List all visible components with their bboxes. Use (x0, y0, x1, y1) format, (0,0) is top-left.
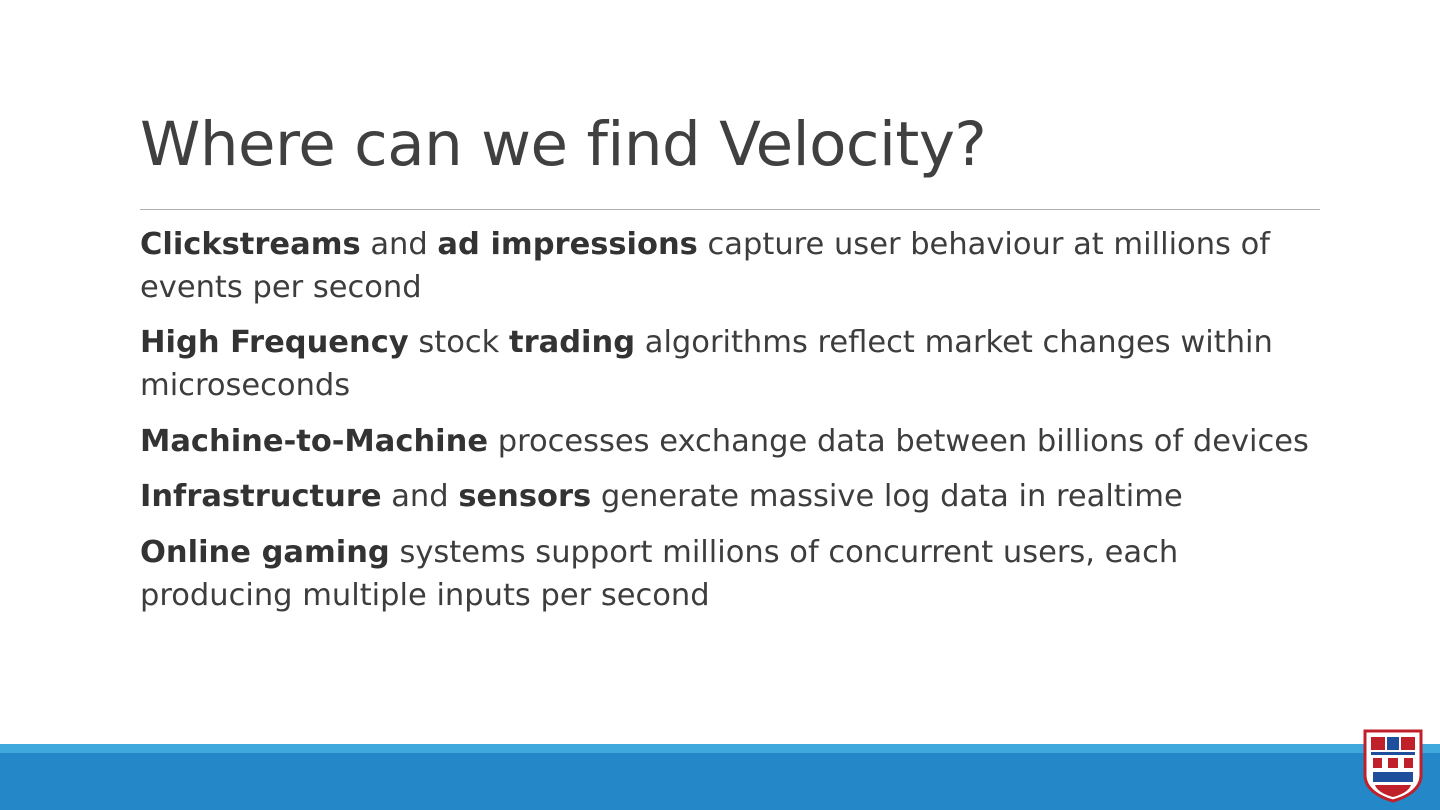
bullet-text: algorithms reflect market changes within microseconds (140, 325, 1273, 404)
bullet-text: and (360, 227, 438, 262)
footer-bar (0, 753, 1440, 810)
bullet-paragraph (140, 532, 1325, 617)
bullet-text: and (381, 479, 459, 515)
bullet-text: processes exchange data between billions of devices (488, 423, 1309, 459)
bullet-paragraph (140, 224, 1325, 309)
bullet-emphasis: Clickstreams (140, 227, 361, 262)
title-divider (140, 209, 1320, 210)
bullet-text: systems support millions of concurrent users, each producing multiple inputs per second (140, 535, 1179, 613)
bullet-emphasis: trading (509, 325, 636, 361)
bullet-emphasis: sensors (458, 479, 592, 515)
bullet-list (140, 224, 1325, 631)
bullet-emphasis: ad impressions (437, 227, 698, 262)
bullet-emphasis: Infrastructure (140, 479, 382, 515)
footer-accent-line (0, 744, 1440, 753)
bullet-emphasis: High Frequency (140, 325, 409, 361)
page-title: Where can we find Velocity? (140, 109, 987, 180)
bullet-text: capture user behaviour at millions of events per second (140, 227, 1271, 305)
bullet-emphasis: Online gaming (140, 535, 390, 571)
bullet-text: generate massive log data in realtime (591, 479, 1183, 515)
bullet-paragraph (140, 476, 1325, 519)
bullet-text: stock (408, 325, 510, 361)
university-crest-logo-icon (1363, 729, 1423, 803)
bullet-emphasis: Machine-to-Machine (140, 423, 489, 459)
bullet-paragraph (140, 421, 1325, 464)
bullet-paragraph (140, 322, 1325, 407)
